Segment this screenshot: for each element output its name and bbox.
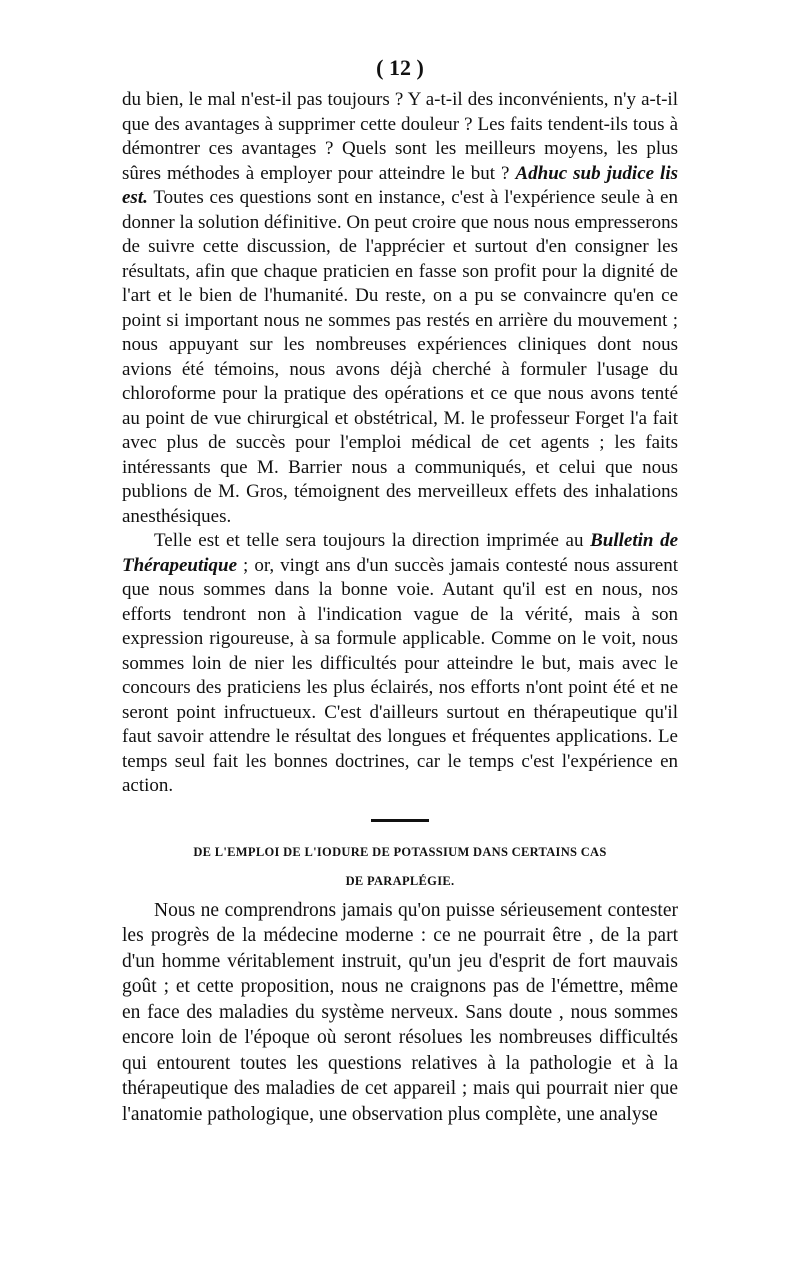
section-heading-line: DE L'EMPLOI DE L'IODURE DE POTASSIUM DANS CERTAINS CAS	[193, 844, 607, 859]
paragraph-text: du bien, le mal n'est-il pas toujours ? Y a-t-il des inconvénients, n'y a-t-il que des avantages à supprimer cette douleur ? Les faits tendent-ils tous à démontrer ces avantages ? Quels sont les meilleurs moyens, les plus sûres méthodes à employer pour atteindre le but ?	[122, 89, 678, 184]
paragraph-text: Toutes ces questions sont en instance, c'est à l'expérience seule à en donner la solution définitive. On peut croire que nous nous empresserons de suivre cette discussion, de l'apprécier et surtout d'en consigner les résultats, afin que chaque praticien en fasse son profit pour la dignité de l'art et le bien de l'humanité. Du reste, on a pu se convaincre qu'en ce point si important nous ne sommes pas restés en arrière du mouvement ; nous appuyant sur les nombreuses expériences cliniques dont nous avions été témoins, nous avons déjà cherché à formuler l'usage du chloroforme pour la pratique des opérations et ce que nous avons tenté au point de vue chirurgical et obstétrical, M. le professeur Forget l'a fait avec plus de succès pour l'emploi médical de cet agents ; les faits intéressants que M. Barrier nous a communiqués, et celui que nous publions de M. Gros, témoignent des merveilleux effets des inhalations anesthésiques.	[122, 187, 678, 527]
section-heading-line: DE PARAPLÉGIE.	[345, 873, 455, 888]
paragraph-text: Telle est et telle sera toujours la direction imprimée au	[154, 530, 591, 551]
page-number: ( 12 )	[376, 55, 424, 80]
journal-title: Bulletin de Thérapeutique	[122, 530, 678, 576]
paragraph-text: ; or, vingt ans d'un succès jamais contesté nous assurent que nous sommes dans la bonne voie. Autant qu'il est en nous, nos efforts tendront non à l'indication vague de la vérité, mais à son expression rigoureuse, à sa formule applicable. Comme on le voit, nous sommes loin de nier les difficultés pour atteindre le but, mais avec le concours des praticiens les plus éclairés, nos efforts n'ont point été et ne seront point infructueux. C'est d'ailleurs surtout en thérapeutique qu'il faut savoir attendre le résultat des longues et fréquentes applications. Le temps seul fait les bonnes doctrines, car le temps c'est l'expérience en action.	[122, 554, 678, 796]
paragraph	[122, 529, 678, 799]
section-paragraph: Nous ne comprendrons jamais qu'on puisse sérieusement contester les progrès de la médecine moderne : ce ne pourrait être , de la part d'un homme véritablement instruit, qu'un jeu d'esprit de fort mauvais goût ; et cette proposition, nous ne craignons pas de l'émettre, même en face des maladies du système nerveux. Sans doute , nous sommes encore loin de l'époque où seront résolues les nombreuses difficultés qui entourent toutes les questions relatives à la pathologie et à la thérapeutique des maladies de cet appareil ; mais qui pourrait nier que l'anatomie pathologique, une observation plus complète, une analyse	[122, 899, 678, 1125]
paragraph-continued	[122, 88, 678, 529]
document-page	[122, 56, 678, 1127]
section-divider	[371, 819, 429, 822]
section-heading	[122, 840, 678, 894]
latin-phrase: Adhuc sub judice lis est.	[122, 162, 678, 208]
